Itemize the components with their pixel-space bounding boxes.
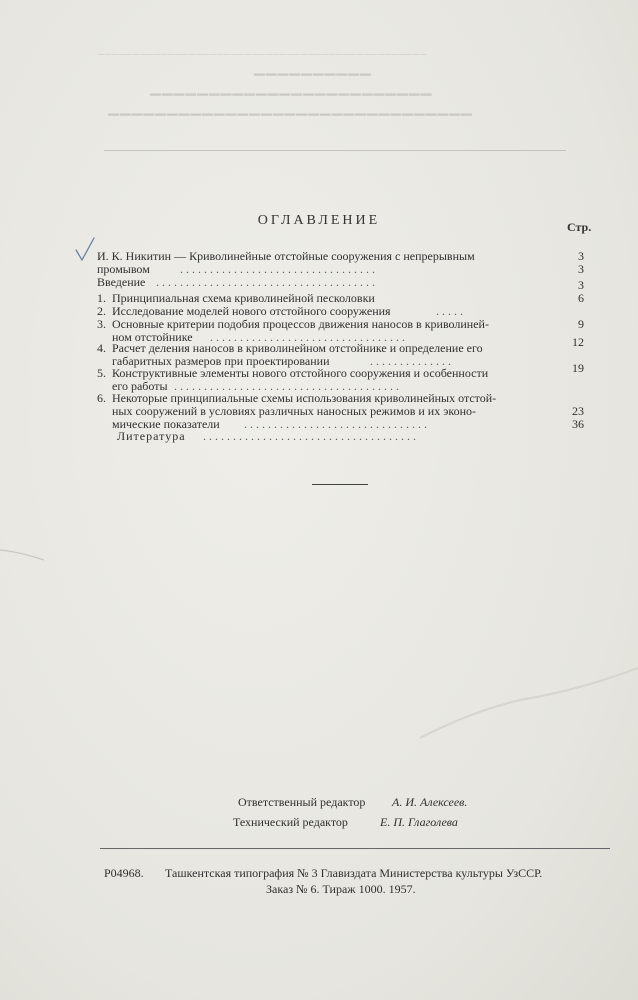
toc-entry-line: Некоторые принципиальные схемы использования криволинейных отстой- <box>112 391 497 405</box>
toc-page-number: 3 <box>578 262 584 276</box>
toc-entry-number: 1. <box>97 291 106 305</box>
leader-dots: . . . . . . . . . . . . . . . . . . . . . . . . . . . . . . . . . <box>210 330 405 344</box>
leader-dots: . . . . . . . . . . . . . . . . . . . . . . . . . . . . . . . . . . . . . <box>156 275 375 289</box>
show-through-text: _______________________________________________ ▁▁▁▁▁▁▁▁▁▁ ▁▁▁▁▁▁▁▁▁▁▁▁▁▁▁▁▁▁▁▁▁▁▁▁ ▁▁▁▁▁▁▁▁▁▁▁▁▁▁▁▁▁▁▁▁▁▁▁▁▁▁▁▁▁▁▁ <box>98 53 473 128</box>
page-column-label: Стр. <box>567 220 592 234</box>
top-rule <box>104 150 566 151</box>
leader-dots: . . . . . <box>436 304 463 318</box>
imprint-rule <box>100 848 610 849</box>
leader-dots: . . . . . . . . . . . . . . . . . . . . . . . . . . . . . . . <box>244 417 427 431</box>
toc-page-number: 6 <box>578 291 584 305</box>
toc-page-number: 19 <box>572 361 584 375</box>
leader-dots: . . . . . . . . . . . . . . . . . . . . . . . . . . . . . . . . . . . . <box>203 429 416 443</box>
toc-page-number: 9 <box>578 317 584 331</box>
leader-dots: . . . . . . . . . . . . . . <box>370 354 451 368</box>
toc-entry-line: Литература <box>117 429 186 443</box>
imprint-line-1: Ташкентская типография № 3 Главиздата Министерства культуры УзССР. <box>165 866 543 880</box>
toc-heading: ОГЛАВЛЕНИЕ <box>257 213 381 228</box>
toc-entry-line: Введение <box>97 275 146 289</box>
technical-editor-name: Е. П. Глаголева <box>380 815 458 829</box>
toc-entry-line: его работы <box>112 379 168 393</box>
technical-editor-label: Технический редактор <box>233 815 348 829</box>
toc-entry-number: 3. <box>97 317 106 331</box>
toc-entry-number: 2. <box>97 304 106 318</box>
toc-page-number: 3 <box>578 249 584 263</box>
imprint-line-2: Заказ № 6. Тираж 1000. 1957. <box>266 882 416 896</box>
responsible-editor-name: А. И. Алексеев. <box>392 795 468 809</box>
toc-entry-line: Исследование моделей нового отстойного сооружения <box>112 304 391 318</box>
toc-entry-line: Конструктивные элементы нового отстойного сооружения и особенности <box>112 366 489 380</box>
toc-entry-line: И. К. Никитин — Криволинейные отстойные сооружения с непрерывным <box>97 249 475 263</box>
responsible-editor-label: Ответственный редактор <box>238 795 366 809</box>
toc-entry-line: промывом <box>97 262 150 276</box>
toc-entry-line: Принципиальная схема криволинейной песколовки <box>112 291 375 305</box>
toc-entry-number: 4. <box>97 341 106 355</box>
toc-entry-line: мические показатели <box>112 417 220 431</box>
leader-dots: . . . . . . . . . . . . . . . . . . . . . . . . . . . . . . . . . . . . . . <box>174 379 399 393</box>
toc-entry-number: 6. <box>97 391 106 405</box>
toc-entry-line: Основные критерии подобия процессов движения наносов в криволиней- <box>112 317 489 331</box>
toc-entry-line: габаритных размеров при проектировании <box>112 354 330 368</box>
toc-page-number: 12 <box>572 335 584 349</box>
pencil-check-icon <box>74 236 96 262</box>
toc-page-number: 36 <box>572 417 584 431</box>
imprint-code: Р04968. <box>104 866 144 880</box>
separator-rule <box>312 484 368 485</box>
toc-entry-number: 5. <box>97 366 106 380</box>
toc-page-number: 3 <box>578 278 584 292</box>
toc-page-number: 23 <box>572 404 584 418</box>
toc-entry-line: ном отстойнике <box>112 330 193 344</box>
toc-entry-line: Расчет деления наносов в криволинейном отстойнике и определение его <box>112 341 483 355</box>
toc-entry-line: ных сооружений в условиях различных наносных режимов и их эконо- <box>112 404 477 418</box>
leader-dots: . . . . . . . . . . . . . . . . . . . . . . . . . . . . . . . . . <box>180 262 375 276</box>
